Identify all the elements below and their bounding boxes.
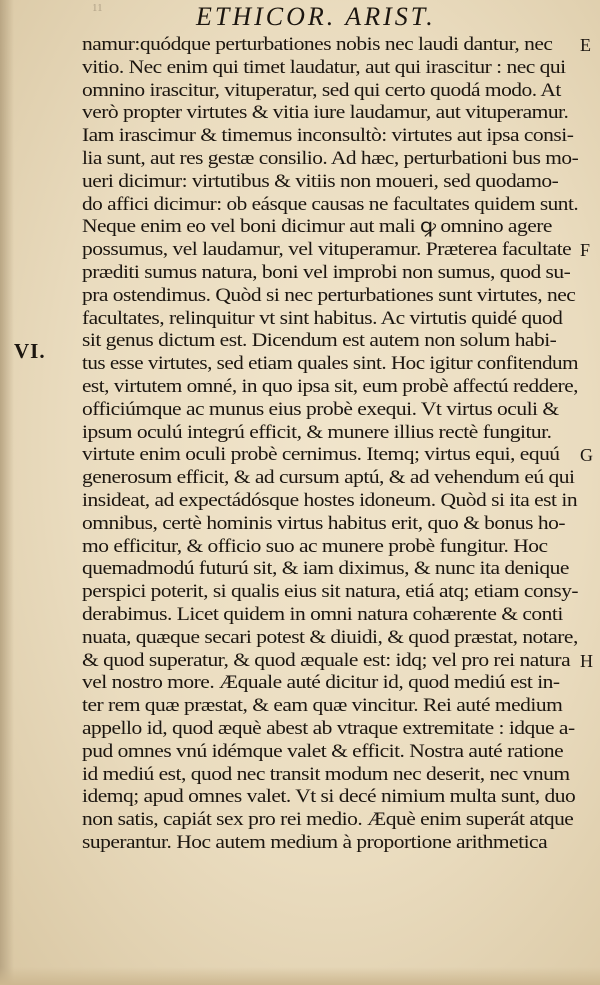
text-line (82, 627, 592, 650)
text-line (82, 490, 592, 513)
text-line-content: pra ostendimus. Quòd si nec perturbationes sunt virtutes, nec (82, 284, 576, 306)
text-line (82, 741, 592, 764)
text-line-content: & quod superatur, & quod æquale est: idq; vel pro rei natura (82, 649, 571, 671)
body-text (82, 34, 592, 855)
text-line (82, 125, 592, 148)
text-line (82, 376, 592, 399)
text-line (82, 558, 592, 581)
text-line (82, 57, 592, 80)
text-line (82, 239, 592, 262)
text-line-content: derabimus. Licet quidem in omni natura cohærente & conti (82, 603, 563, 625)
text-line-content: tus esse virtutes, sed etiam quales sint. Hoc igitur confitendum (82, 353, 579, 375)
text-line (82, 536, 592, 559)
text-line-content: insideat, ad expectádósque hostes idoneum. Quòd si ita est in (82, 489, 578, 511)
text-line-content: est, virtutem omné, in quo ipsa sit, eum probè affectú reddere, (82, 375, 579, 397)
text-line (82, 695, 592, 718)
text-line-content: generosum efficit, & ad cursum aptú, & ad vehendum eú qui (82, 467, 575, 489)
text-line-content: omnibus, certè hominis virtus habitus erit, quo & bonus ho- (82, 512, 565, 534)
text-line (82, 80, 592, 103)
margin-letter: H (580, 650, 593, 671)
text-line-content: idemq; apud omnes valet. Vt si decé nimium multa sunt, duo (82, 786, 576, 808)
text-line-content: virtute enim oculi probè cernimus. Itemq; virtus equi, equú (82, 444, 560, 466)
text-line-content: quemadmodú futurú sit, & iam diximus, & nunc ita denique (82, 558, 569, 580)
chapter-number: VI. (14, 339, 46, 363)
text-line-content: facultates, relinquitur vt sint habitus. Ac virtutis quidé quod (82, 307, 563, 329)
text-line (82, 444, 592, 467)
text-line (82, 330, 592, 353)
text-line (82, 194, 592, 217)
text-line-content: do affici dicimur: ob eásque causas ne facultates quidem sunt. (82, 193, 579, 215)
text-line-content: namur:quódque perturbationes nobis nec laudi dantur, nec (82, 34, 553, 55)
text-line-content: ipsum oculú integrú efficit, & munere illius rectè fungitur. (82, 421, 552, 443)
page-number: 11 (92, 2, 103, 14)
text-line-content: pud omnes vnú idémque valet & efficit. Nostra auté ratione (82, 740, 564, 762)
text-line (82, 467, 592, 490)
text-line (82, 604, 592, 627)
text-line (82, 650, 592, 673)
text-line (82, 102, 592, 125)
text-line-content: id mediú est, quod nec transit modum nec deserit, nec vnum (82, 763, 570, 785)
text-line-content: officiúmque ac munus eius probè exequi. Vt virtus oculi & (82, 398, 559, 420)
text-line (82, 262, 592, 285)
text-line-content: mo efficitur, & officio suo ac munere probè fungitur. Hoc (82, 535, 548, 557)
text-line-content: omnino irascitur, vituperatur, sed qui certo quodá modo. At (82, 79, 561, 101)
text-line-content: vel nostro more. Æquale auté dicitur id, quod mediú est in- (82, 672, 560, 694)
text-line (82, 718, 592, 741)
text-line-content: vitio. Nec enim qui timet laudatur, aut qui irascitur : nec qui (82, 56, 566, 78)
text-line (82, 308, 592, 331)
margin-letter: G (580, 445, 593, 466)
text-line (82, 285, 592, 308)
text-line-content: lia sunt, aut res gestæ consilio. Ad hæc, perturbationi bus mo- (82, 147, 579, 169)
text-line (82, 672, 592, 695)
text-line (82, 809, 592, 832)
text-line-content: ueri dicimur: virtutibus & vitiis non moueri, sed quodamo- (82, 170, 559, 192)
text-line-content: nuata, quæque secari potest & diuidi, & quod præstat, notare, (82, 626, 578, 648)
text-line-content: superantur. Hoc autem medium à proportione arithmetica (82, 831, 548, 853)
text-line-content: Neque enim eo vel boni dicimur aut mali ꝙ omnino agere (82, 216, 552, 238)
text-line-content: non satis, capiát sex pro rei medio. Æquè enim superát atque (82, 809, 574, 831)
text-line (82, 581, 592, 604)
text-line (82, 399, 592, 422)
text-line (82, 422, 592, 445)
text-line (82, 353, 592, 376)
text-line (82, 34, 592, 57)
text-line (82, 786, 592, 809)
text-line (82, 216, 592, 239)
text-line (82, 171, 592, 194)
page-gutter-shadow (0, 0, 14, 985)
page-bottom-edge (0, 967, 600, 985)
text-line-content: possumus, vel laudamur, vel vituperamur. Præterea facultate (82, 239, 572, 261)
text-line (82, 148, 592, 171)
text-line-content: Iam irascimur & timemus inconsultò: virtutes aut ipsa consi- (82, 125, 574, 147)
margin-letter: F (580, 240, 590, 261)
running-head: ETHICOR. ARIST. (196, 2, 436, 31)
text-line-content: præditi sumus natura, boni vel improbi non sumus, quod su- (82, 261, 571, 283)
text-line (82, 764, 592, 787)
text-line (82, 832, 592, 855)
text-line-content: sit genus dictum est. Dicendum est autem non solum habi- (82, 330, 557, 352)
margin-letter: E (580, 35, 591, 55)
text-line-content: verò propter virtutes & vitia iure laudamur, aut vituperamur. (82, 102, 569, 124)
text-line-content: ter rem quæ præstat, & eam quæ vincitur. Rei auté medium (82, 695, 563, 717)
text-line-content: perspici poterit, si qualis eius sit natura, etiá atq; etiam consy- (82, 581, 579, 603)
text-line (82, 513, 592, 536)
text-line-content: appello id, quod æquè abest ab vtraque extremitate : idque a- (82, 717, 575, 739)
